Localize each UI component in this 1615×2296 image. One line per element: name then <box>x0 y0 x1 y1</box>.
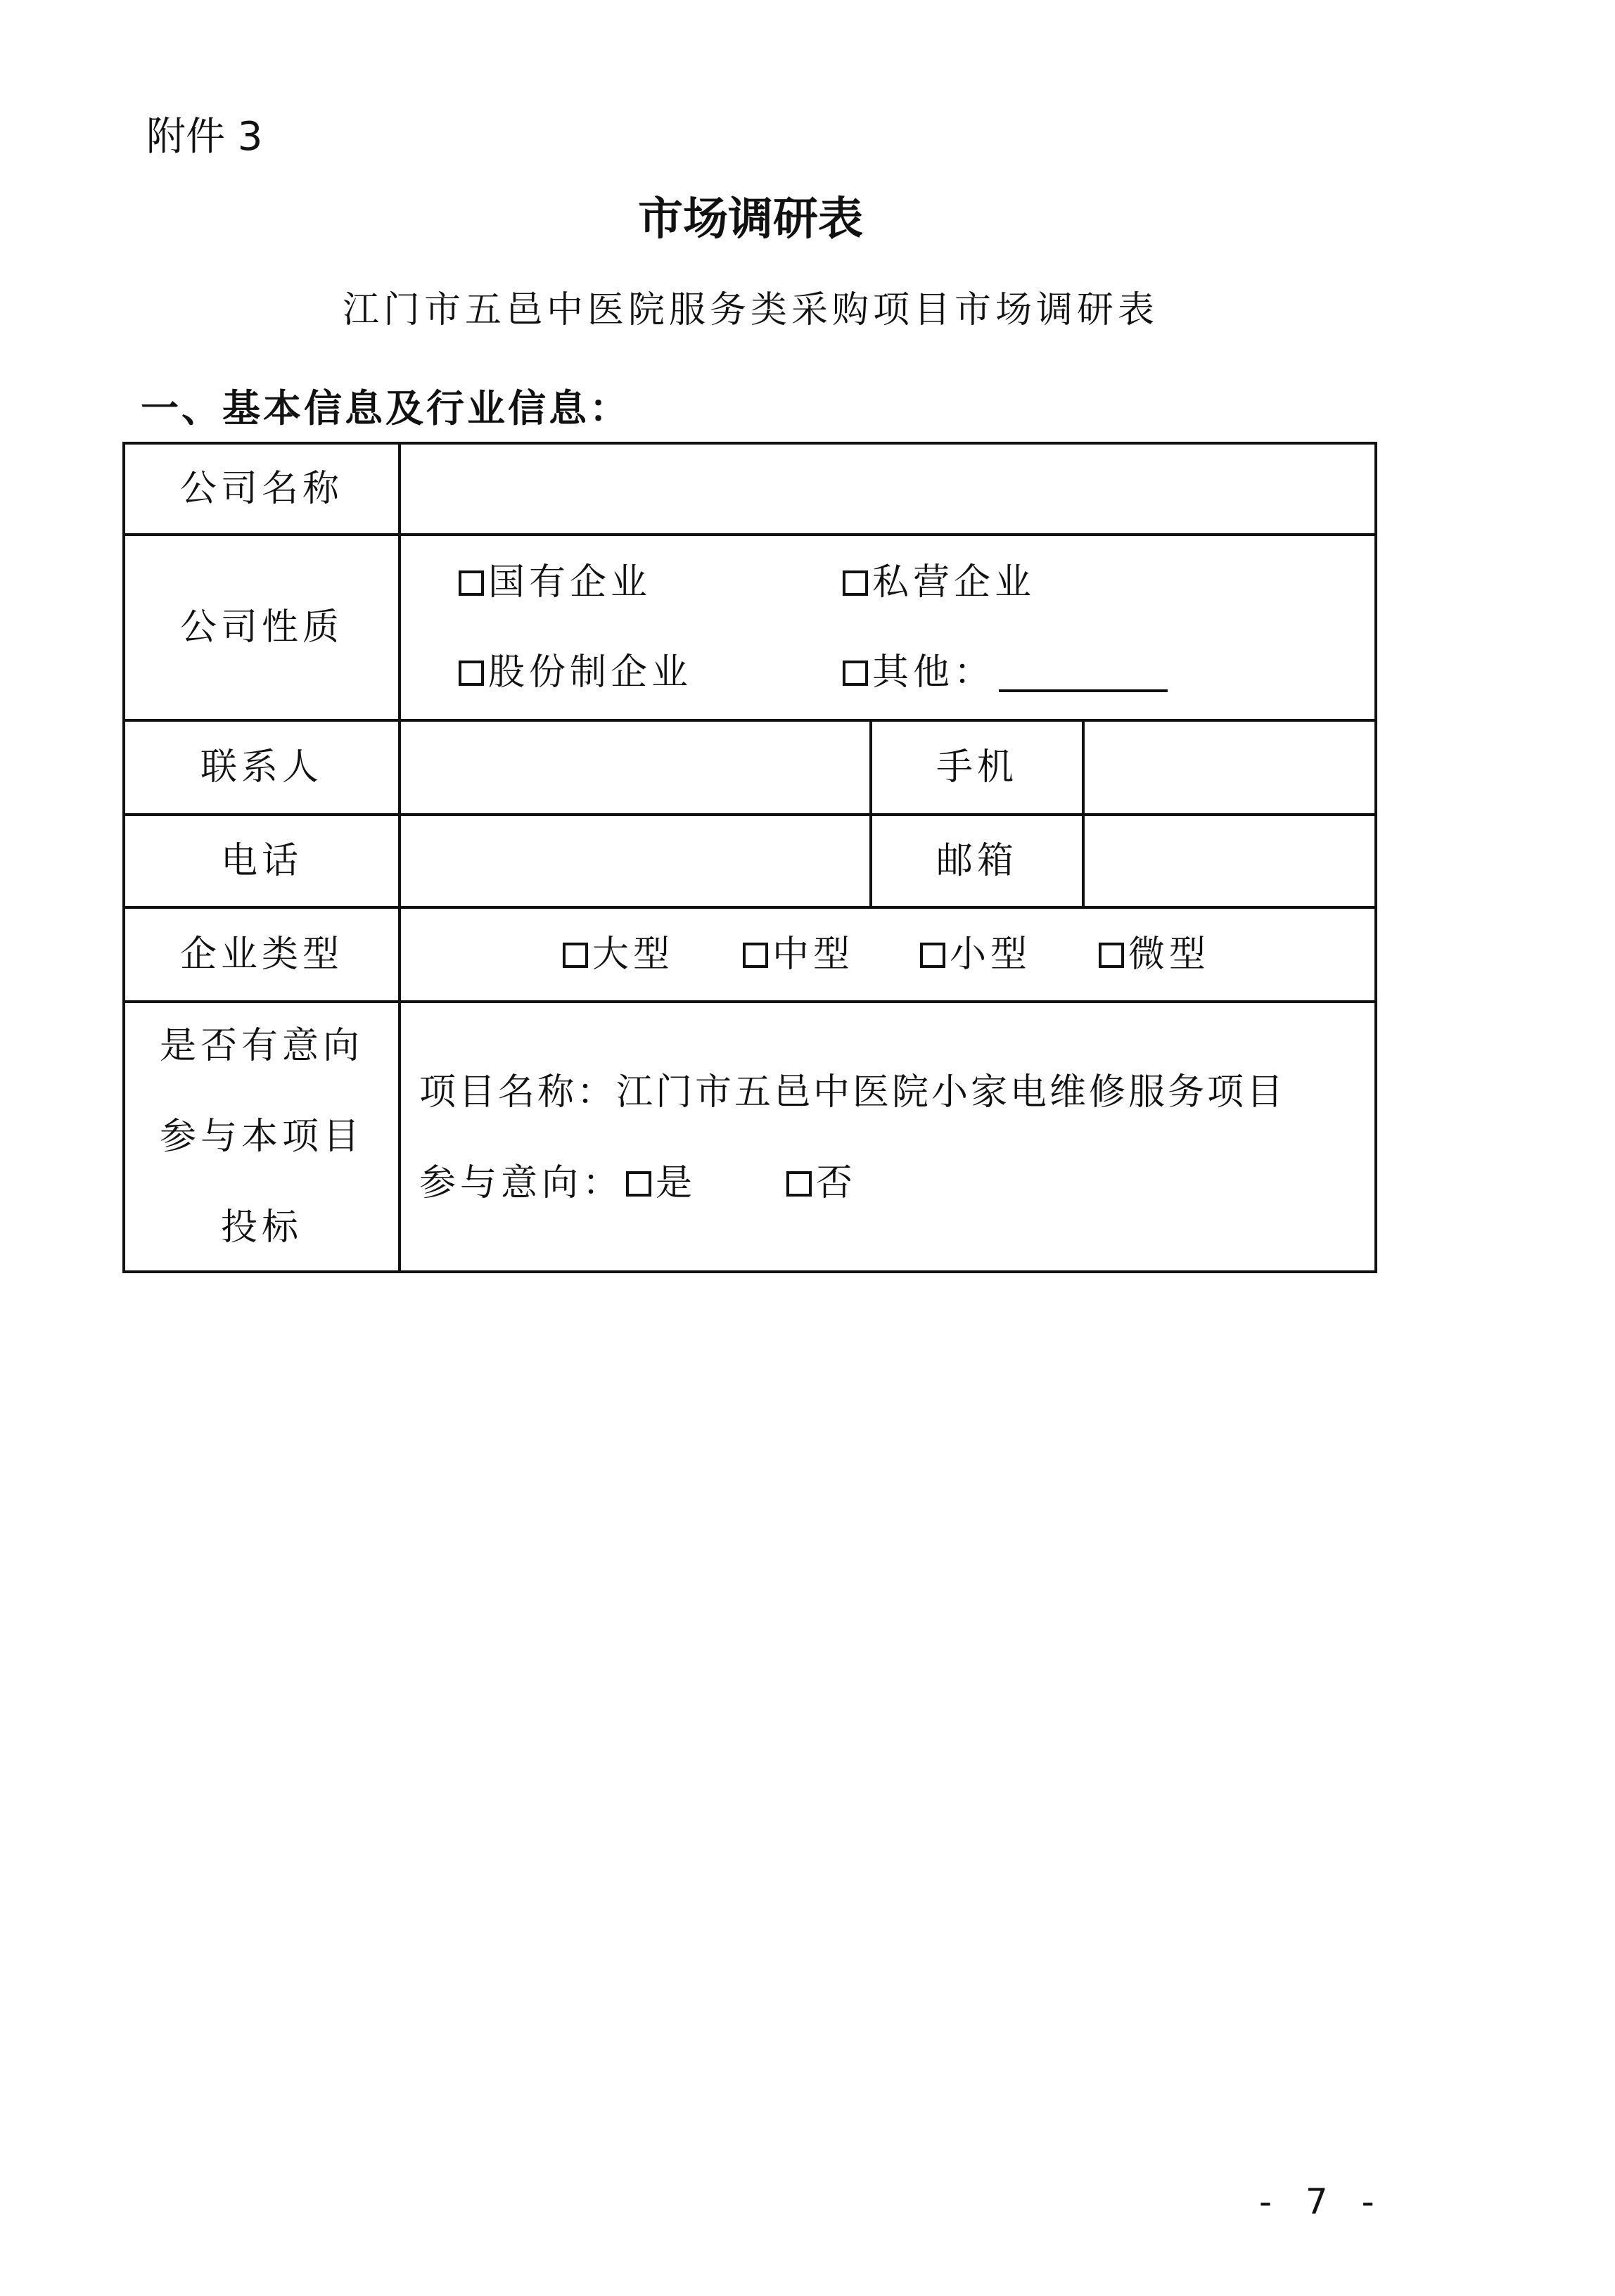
project-name-line: 项目名称：江门市五邑中医院小家电维修服务项目 <box>419 1071 1287 1114</box>
section-heading: 一、基本信息及行业信息： <box>141 386 630 431</box>
intent-label-line-1: 是否有意向 <box>159 1025 364 1067</box>
page-subtitle: 江门市五邑中医院服务类采购项目市场调研表 <box>342 289 1158 331</box>
checkbox-icon[interactable] <box>459 661 484 686</box>
option-large[interactable]: 大型 <box>563 932 674 977</box>
enterprise-size-label: 企业类型 <box>179 933 343 976</box>
option-state-owned[interactable]: 国有企业 <box>459 560 651 605</box>
attachment-label: 附件 3 <box>146 114 263 160</box>
option-micro[interactable]: 微型 <box>1099 932 1210 977</box>
checkbox-icon[interactable] <box>843 661 868 686</box>
company-type-label: 公司性质 <box>179 606 343 649</box>
option-private[interactable]: 私营企业 <box>843 560 1035 605</box>
intent-prefix: 参与意向： <box>419 1162 624 1204</box>
phone-label: 电话 <box>220 840 302 882</box>
checkbox-icon[interactable] <box>843 570 868 596</box>
option-joint-stock[interactable]: 股份制企业 <box>459 650 692 695</box>
checkbox-icon[interactable] <box>920 943 945 968</box>
other-input-line[interactable] <box>999 689 1168 692</box>
checkbox-icon[interactable] <box>626 1171 651 1197</box>
checkbox-icon[interactable] <box>743 943 768 968</box>
intent-label-line-3: 投标 <box>220 1206 302 1249</box>
option-other[interactable]: 其他： <box>843 650 995 695</box>
option-no[interactable]: 否 <box>786 1161 857 1206</box>
option-small[interactable]: 小型 <box>920 932 1031 977</box>
option-yes[interactable]: 是 <box>626 1161 696 1206</box>
mobile-label: 手机 <box>936 746 1018 789</box>
checkbox-icon[interactable] <box>1099 943 1124 968</box>
checkbox-icon[interactable] <box>786 1171 812 1197</box>
company-name-label: 公司名称 <box>179 468 343 510</box>
checkbox-icon[interactable] <box>563 943 588 968</box>
option-medium[interactable]: 中型 <box>743 932 854 977</box>
contact-label: 联系人 <box>200 746 323 789</box>
page-title: 市场调研表 <box>638 193 863 245</box>
checkbox-icon[interactable] <box>459 570 484 596</box>
page-number: - 7 - <box>1259 2181 1386 2222</box>
email-label: 邮箱 <box>936 840 1018 882</box>
intent-label-line-2: 参与本项目 <box>159 1116 364 1158</box>
